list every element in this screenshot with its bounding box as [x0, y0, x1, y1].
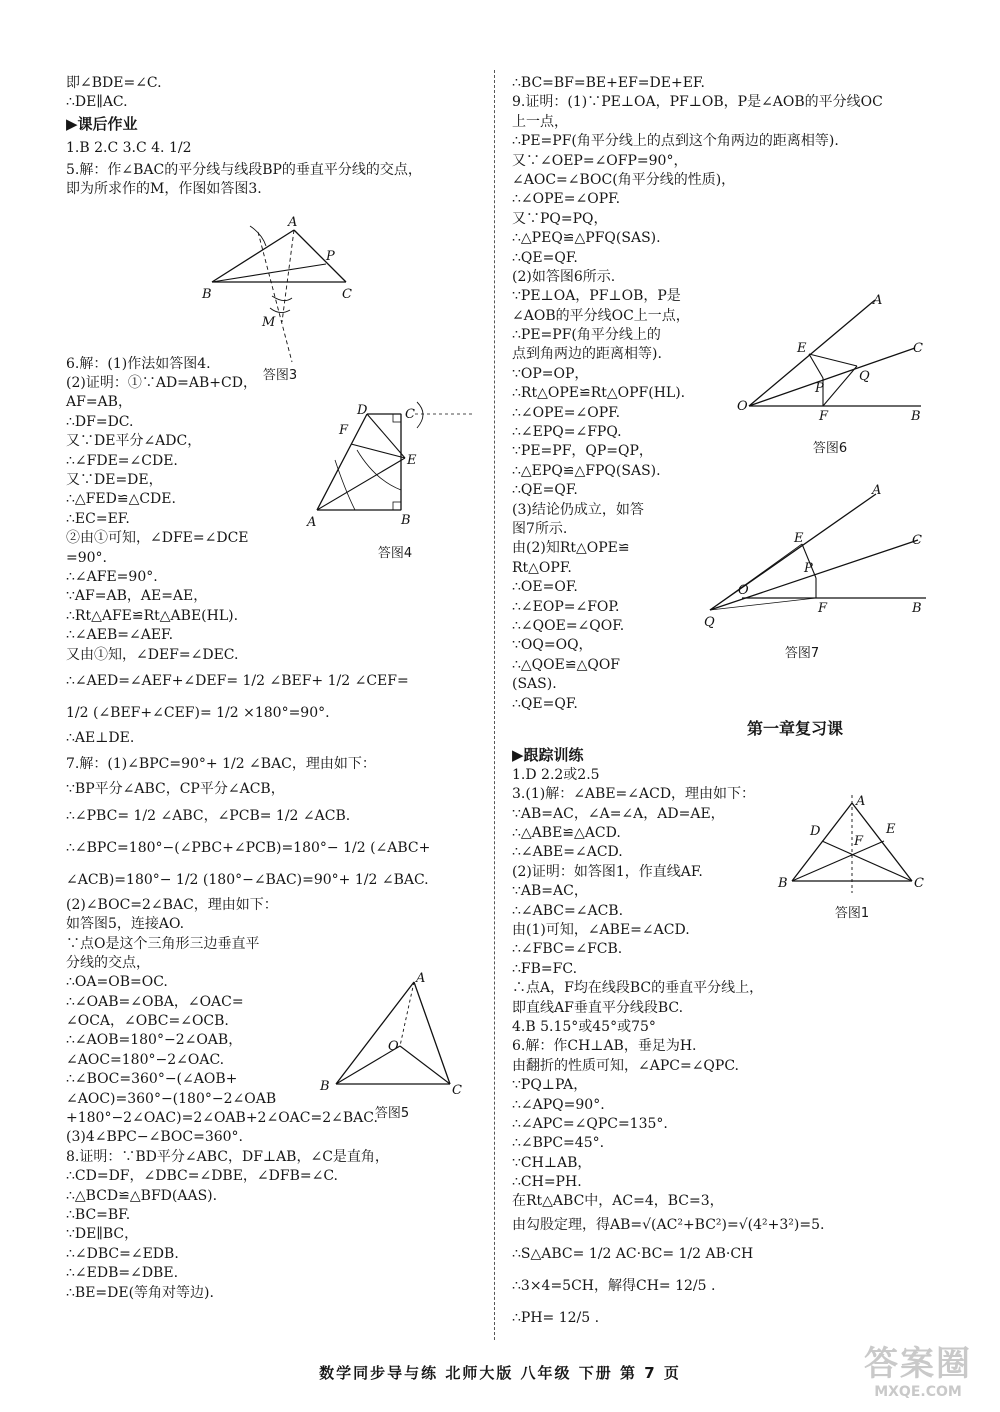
fig7-label-C: C	[912, 533, 922, 548]
fig1-label-E: E	[886, 822, 896, 837]
text-line: ∵OQ=OQ，	[512, 637, 593, 654]
text-line: 即为所求作的M，作图如答图3.	[66, 181, 262, 198]
text-line: ∴3×4=5CH，解得CH= 12/5 .	[512, 1277, 716, 1294]
text-line: ∴∠FBC=∠FCB.	[512, 941, 623, 958]
text-line: ∠ACB)=180°− 1/2 (180°−∠BAC)=90°+ 1/2 ∠BAC.	[66, 871, 429, 888]
fig1-label-C: C	[914, 876, 924, 891]
fig7-label-Q: Q	[704, 615, 715, 630]
text-line: ∴Rt△OPE≌Rt△OPF(HL).	[512, 385, 686, 402]
fig3-label-A: A	[288, 215, 298, 230]
text-line: ∴FB=FC.	[512, 960, 578, 977]
fig6-label-C: C	[913, 341, 923, 356]
fig5-label-C: C	[452, 1083, 462, 1098]
fig6-label-B: B	[911, 409, 921, 424]
text-line: ∴∠EDB=∠DBE.	[66, 1265, 179, 1282]
column-divider	[494, 70, 495, 1340]
figure-1	[772, 795, 932, 895]
text-line: ∴QE=QF.	[512, 695, 578, 712]
figure-5	[318, 970, 468, 1100]
text-line: 1/2 (∠BEF+∠CEF)= 1/2 ×180°=90°.	[66, 704, 330, 721]
section-heading: ▶课后作业	[66, 114, 138, 133]
fig7-label-P: P	[804, 561, 813, 576]
fig6-label-A: A	[873, 293, 883, 308]
text-line: 5.解：作∠BAC的平分线与线段BP的垂直平分线的交点，	[66, 161, 422, 178]
text-line: 即∠BDE=∠C.	[66, 75, 162, 91]
text-line: 由(2)知Rt△OPE≌	[512, 540, 630, 557]
text-line: (2)∠BOC=2∠BAC，理由如下：	[66, 896, 278, 913]
text-line: 点到角两边的距离相等).	[512, 346, 662, 363]
text-line: (3)4∠BPC−∠BOC=360°.	[66, 1129, 243, 1146]
text-line: 在Rt△ABC中，AC=4，BC=3，	[512, 1193, 724, 1210]
text-line: ∴∠OAB=∠OBA，∠OAC=	[66, 993, 244, 1010]
text-line: ∵PE=PF，QP=QP，	[512, 443, 653, 460]
text-line: 1.D 2.2或2.5	[512, 766, 600, 783]
text-line: 又∵PQ=PQ，	[512, 210, 608, 227]
figure-7	[690, 482, 938, 632]
figure-3	[200, 212, 370, 362]
fig3-label-M: M	[262, 315, 276, 330]
text-line: ∴∠DBC=∠EDB.	[66, 1245, 179, 1262]
text-line: 如答图5，连接AO.	[66, 916, 185, 933]
text-line: +180°−2∠OAC)=2∠OAB+2∠OAC=2∠BAC.	[66, 1110, 378, 1127]
text-line: ∵AB=AC，	[512, 883, 588, 900]
text-line: ∴∠AFE=90°.	[66, 568, 158, 585]
text-line: ∴∠AED=∠AEF+∠DEF= 1/2 ∠BEF+ 1/2 ∠CEF=	[66, 672, 409, 689]
text-line: ∴DE∥AC.	[66, 94, 128, 111]
text-line: ∴S△ABC= 1/2 AC·BC= 1/2 AB·CH	[512, 1245, 754, 1262]
text-line: ∴BC=BF.	[66, 1206, 131, 1223]
text-line: AF=AB，	[66, 394, 132, 411]
text-line: (2)证明：如答图1，作直线AF.	[512, 863, 703, 880]
text-line: ∵点O是这个三角形三边垂直平	[66, 935, 260, 952]
text-line: ∴△EPQ≌△FPQ(SAS).	[512, 462, 661, 479]
text-line: (2)证明：①∵AD=AB+CD，	[66, 375, 257, 392]
text-line: ∴QE=QF.	[512, 482, 578, 499]
text-line: ∴AE⊥DE.	[66, 729, 135, 746]
figure-7-caption: 答图7	[784, 646, 820, 661]
fig7-label-E: E	[794, 531, 804, 546]
chapter-heading: 第一章复习课	[746, 718, 843, 738]
text-line: ∴∠OPE=∠OPF.	[512, 404, 621, 421]
text-line: ∵AB=AC，∠A=∠A，AD=AE，	[512, 805, 725, 822]
text-line: ∴△ABE≌△ACD.	[512, 825, 621, 842]
fig1-label-F: F	[854, 834, 864, 849]
text-line: ∴∠EPQ=∠FPQ.	[512, 424, 622, 441]
fig4-label-F: F	[339, 423, 349, 438]
text-line: ∴QE=QF.	[512, 249, 578, 266]
text-line: (3)结论仍成立，如答	[512, 501, 644, 518]
fig6-label-Q: Q	[859, 369, 870, 384]
text-line: ∠AOC)=360°−(180°−2∠OAB	[66, 1090, 277, 1107]
fig1-label-D: D	[810, 824, 821, 839]
text-line: Rt△OPF.	[512, 559, 572, 576]
text-line: 7.解：(1)∠BPC=90°+ 1/2 ∠BAC，理由如下：	[66, 756, 376, 773]
text-line: 1.B 2.C 3.C 4. 1/2	[66, 139, 192, 156]
text-line: (2)如答图6所示.	[512, 268, 616, 285]
fig4-label-C: C	[405, 407, 415, 422]
text-line: 6.解：(1)作法如答图4.	[66, 355, 211, 372]
text-line: ∴∠BPC=45°.	[512, 1135, 605, 1152]
fig6-label-E: E	[797, 341, 807, 356]
text-line: 3.(1)解：∠ABE=∠ACD，理由如下：	[512, 786, 756, 803]
text-line: ∴∠BPC=180°−(∠PBC+∠PCB)=180°− 1/2 (∠ABC+	[66, 839, 431, 856]
text-line: ∴△QOE≌△QOF	[512, 656, 621, 673]
text-line: ∵CH⊥AB，	[512, 1154, 592, 1171]
text-line: ∴∠PBC= 1/2 ∠ABC，∠PCB= 1/2 ∠ACB.	[66, 807, 351, 824]
figure-1-caption: 答图1	[834, 906, 870, 921]
text-line: 由勾股定理，得AB=√(AC²+BC²)=√(4²+3²)=5.	[512, 1216, 825, 1233]
text-line: ∴∠APQ=90°.	[512, 1096, 605, 1113]
text-line: ∠AOC=∠BOC(角平分线的性质)，	[512, 171, 736, 188]
text-line: 又由①知，∠DEF=∠DEC.	[66, 646, 239, 663]
text-line: (SAS).	[512, 676, 557, 693]
fig7-label-O: O	[738, 583, 749, 598]
text-line: ∴EC=EF.	[66, 510, 130, 527]
fig3-label-B: B	[202, 287, 212, 302]
text-line: 又∵∠OEP=∠OFP=90°，	[512, 152, 688, 169]
text-line: 由(1)可知，∠ABE=∠ACD.	[512, 922, 690, 939]
text-line: ∠OCA，∠OBC=∠OCB.	[66, 1013, 229, 1030]
text-line: ∴∠AOB=180°−2∠OAB，	[66, 1032, 243, 1049]
text-line: ∠AOB的平分线OC上一点，	[512, 307, 690, 324]
text-line: ∵PQ⊥PA，	[512, 1077, 588, 1094]
text-line: ∴CD=DF，∠DBC=∠DBE，∠DFB=∠C.	[66, 1168, 339, 1185]
figure-4-caption: 答图4	[377, 546, 413, 561]
text-line: ∴DF=DC.	[66, 413, 134, 430]
text-line: ∵AF=AB，AE=AE，	[66, 588, 208, 605]
fig6-label-F: F	[819, 409, 829, 424]
text-line: 8.证明：∵BD平分∠ABC，DF⊥AB，∠C是直角，	[66, 1148, 389, 1165]
fig6-label-P: P	[815, 381, 824, 396]
text-line: ∴OE=OF.	[512, 579, 578, 596]
figure-4	[305, 400, 485, 530]
figure-5-caption: 答图5	[374, 1106, 410, 1121]
watermark-logo: 答案圈	[864, 1344, 972, 1384]
text-line: ∴BE=DE(等角对等边).	[66, 1284, 214, 1301]
text-line: ∴△BCD≌△BFD(AAS).	[66, 1187, 218, 1204]
fig7-label-F: F	[818, 601, 828, 616]
fig3-label-C: C	[342, 287, 352, 302]
fig4-label-E: E	[407, 453, 417, 468]
text-line: ②由①可知，∠DFE=∠DCE	[66, 530, 249, 547]
text-line: ∴∠QOE=∠QOF.	[512, 617, 625, 634]
text-line: 9.证明：(1)∵PE⊥OA，PF⊥OB，P是∠AOB的平分线OC	[512, 94, 883, 111]
text-line: ∴△FED≌△CDE.	[66, 491, 176, 508]
text-line: ∴∠OPE=∠OPF.	[512, 191, 621, 208]
text-line: 上一点，	[512, 113, 568, 130]
text-line: ∴PE=PF(角平分线上的	[512, 327, 661, 344]
text-line: ∴BC=BF=BE+EF=DE+EF.	[512, 75, 705, 91]
watermark	[848, 1344, 988, 1404]
text-line: ∴CH=PH.	[512, 1174, 582, 1191]
fig6-label-O: O	[737, 399, 748, 414]
fig4-label-B: B	[401, 513, 411, 528]
text-line: 4.B 5.15°或45°或75°	[512, 1018, 656, 1035]
text-line: 由翻折的性质可知，∠APC=∠QPC.	[512, 1057, 739, 1074]
text-line: 分线的交点，	[66, 954, 150, 971]
text-line: ∴PE=PF(角平分线上的点到这个角两边的距离相等).	[512, 133, 839, 150]
fig7-label-A: A	[872, 483, 882, 498]
text-line: 图7所示.	[512, 520, 568, 537]
fig4-label-A: A	[307, 515, 317, 530]
fig7-label-B: B	[912, 601, 922, 616]
text-line: ∴∠AEB=∠AEF.	[66, 627, 174, 644]
text-line: ∵PE⊥OA，PF⊥OB，P是	[512, 288, 681, 305]
text-line: ∴∠BOC=360°−(∠AOB+	[66, 1071, 238, 1088]
text-line: ∵OP=OP，	[512, 365, 589, 382]
text-line: ∴∠FDE=∠CDE.	[66, 452, 178, 469]
text-line: ∴∠ABC=∠ACB.	[512, 902, 624, 919]
fig5-label-O: O	[388, 1039, 399, 1054]
text-line: ∠AOC=180°−2∠OAC.	[66, 1051, 225, 1068]
text-line: 即直线AF垂直平分线段BC.	[512, 999, 684, 1016]
text-line: ∴△PEQ≌△PFQ(SAS).	[512, 230, 661, 247]
text-line: 6.解：作CH⊥AB，垂足为H.	[512, 1038, 697, 1055]
page-footer: 数学同步导与练 北师大版 八年级 下册 第 7 页	[319, 1364, 681, 1382]
text-line: ∴OA=OB=OC.	[66, 974, 168, 991]
fig1-label-A: A	[856, 794, 866, 809]
figure-6-caption: 答图6	[812, 441, 848, 456]
section-heading: ▶跟踪训练	[512, 745, 584, 764]
text-line: ∴∠EOP=∠FOP.	[512, 598, 620, 615]
figure-3-caption: 答图3	[262, 368, 298, 383]
text-line: ∵BP平分∠ABC，CP平分∠ACB，	[66, 781, 285, 798]
text-line: =90°.	[66, 549, 107, 566]
text-line: ∴Rt△AFE≌Rt△ABE(HL).	[66, 607, 239, 624]
text-line: 又∵DE平分∠ADC，	[66, 433, 202, 450]
watermark-url: MXQE.COM	[874, 1384, 962, 1400]
text-line: ∴∠APC=∠QPC=135°.	[512, 1115, 668, 1132]
fig4-label-D: D	[357, 403, 368, 418]
text-line: ∴点A，F均在线段BC的垂直平分线上，	[512, 980, 764, 997]
text-line: ∴PH= 12/5 .	[512, 1309, 600, 1326]
right-column	[512, 74, 938, 1334]
fig5-label-B: B	[320, 1079, 330, 1094]
text-line: 又∵DE=DE，	[66, 472, 163, 489]
fig5-label-A: A	[416, 971, 426, 986]
figure-6	[735, 290, 935, 430]
fig3-label-P: P	[326, 249, 335, 264]
text-line: ∴∠ABE=∠ACD.	[512, 844, 623, 861]
text-line: ∵DE∥BC，	[66, 1226, 139, 1243]
fig1-label-B: B	[778, 876, 788, 891]
